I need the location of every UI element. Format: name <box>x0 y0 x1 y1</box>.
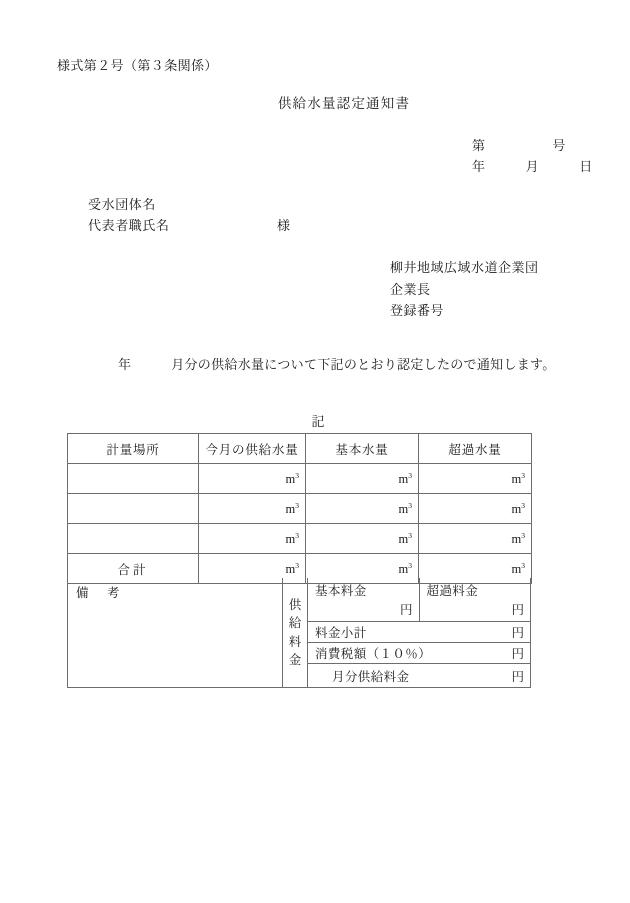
cubic-meter-unit: $m^3$ <box>511 500 525 516</box>
fee-row-basic-excess <box>308 578 530 622</box>
cubic-meter-unit: $m^3$ <box>398 470 412 486</box>
cell-place[interactable] <box>68 524 199 554</box>
remarks-cell[interactable] <box>68 578 283 687</box>
cubic-meter-unit: $m^3$ <box>398 500 412 516</box>
cell-place[interactable] <box>68 494 199 524</box>
table-row <box>68 494 532 524</box>
notice-sentence: 年 月分の供給水量について下記のとおり認定したので通知します。 <box>118 357 556 372</box>
cell-excess-volume[interactable] <box>419 464 532 494</box>
monthly-supply-fee-label: 月分供給料金 <box>332 669 410 684</box>
header-excess-volume: 超過水量 <box>419 434 532 464</box>
basic-fee-label: 基本料金 <box>315 584 367 598</box>
cell-basic-volume[interactable] <box>306 524 419 554</box>
cell-basic-volume[interactable] <box>306 494 419 524</box>
vertical-char-1: 供 <box>288 598 302 613</box>
excess-fee-currency: 円 <box>511 603 524 617</box>
issuer-registration-number-label: 登録番号 <box>390 303 445 318</box>
issuer-title: 企業長 <box>390 282 431 297</box>
header-supply-volume: 今月の供給水量 <box>199 434 306 464</box>
subtotal-label: 料金小計 <box>315 626 367 640</box>
supply-volume-table <box>67 433 532 584</box>
basic-fee-cell[interactable] <box>308 578 420 621</box>
cubic-meter-unit: $m^3$ <box>285 560 299 576</box>
cell-basic-volume[interactable] <box>306 464 419 494</box>
fee-row-monthly-total[interactable] <box>308 664 530 687</box>
cubic-meter-unit: $m^3$ <box>285 530 299 546</box>
cell-excess-volume[interactable] <box>419 524 532 554</box>
issuer-organization: 柳井地域広域水道企業団 <box>390 260 539 275</box>
cell-excess-volume[interactable] <box>419 494 532 524</box>
excess-fee-cell[interactable] <box>420 578 531 621</box>
table-header-row <box>68 434 532 464</box>
recipient-organization-label: 受水団体名 <box>88 197 157 212</box>
cubic-meter-unit: $m^3$ <box>511 530 525 546</box>
vertical-char-3: 料 <box>288 634 302 649</box>
document-date-field: 年 月 日 <box>472 159 593 174</box>
subtotal-currency: 円 <box>511 626 524 640</box>
page-title: 供給水量認定通知書 <box>277 96 411 111</box>
fee-grid <box>308 578 530 687</box>
remarks-label: 備 考 <box>76 586 123 600</box>
basic-fee-currency: 円 <box>399 603 413 617</box>
form-number: 様式第２号（第３条関係） <box>57 58 218 73</box>
total-label: 合計 <box>68 554 199 584</box>
table-row <box>68 524 532 554</box>
ki-mark: 記 <box>311 414 325 429</box>
fee-row-subtotal[interactable] <box>308 622 530 643</box>
recipient-honorific: 様 <box>277 218 291 233</box>
cell-supply-volume[interactable] <box>199 494 306 524</box>
excess-fee-label: 超過料金 <box>426 584 479 598</box>
fee-row-tax[interactable] <box>308 643 530 664</box>
cell-supply-volume[interactable] <box>199 524 306 554</box>
cell-place[interactable] <box>68 464 199 494</box>
header-basic-volume: 基本水量 <box>306 434 419 464</box>
table-row <box>68 464 532 494</box>
cubic-meter-unit: $m^3$ <box>511 560 525 576</box>
cubic-meter-unit: $m^3$ <box>398 560 412 576</box>
cubic-meter-unit: $m^3$ <box>511 470 525 486</box>
consumption-tax-currency: 円 <box>511 647 524 661</box>
cell-supply-volume[interactable] <box>199 464 306 494</box>
cubic-meter-unit: $m^3$ <box>398 530 412 546</box>
header-place: 計量場所 <box>68 434 199 464</box>
vertical-char-2: 給 <box>288 616 302 631</box>
remarks-and-fee-block <box>67 578 531 688</box>
cubic-meter-unit: $m^3$ <box>285 470 299 486</box>
monthly-supply-fee-currency: 円 <box>511 669 524 684</box>
supply-fee-vertical-label <box>283 578 308 687</box>
cubic-meter-unit: $m^3$ <box>285 500 299 516</box>
document-number-field: 第 号 <box>472 138 566 153</box>
vertical-char-4: 金 <box>288 652 302 667</box>
consumption-tax-label: 消費税額（１０％） <box>315 647 432 661</box>
recipient-person-label: 代表者職氏名 <box>88 218 170 233</box>
